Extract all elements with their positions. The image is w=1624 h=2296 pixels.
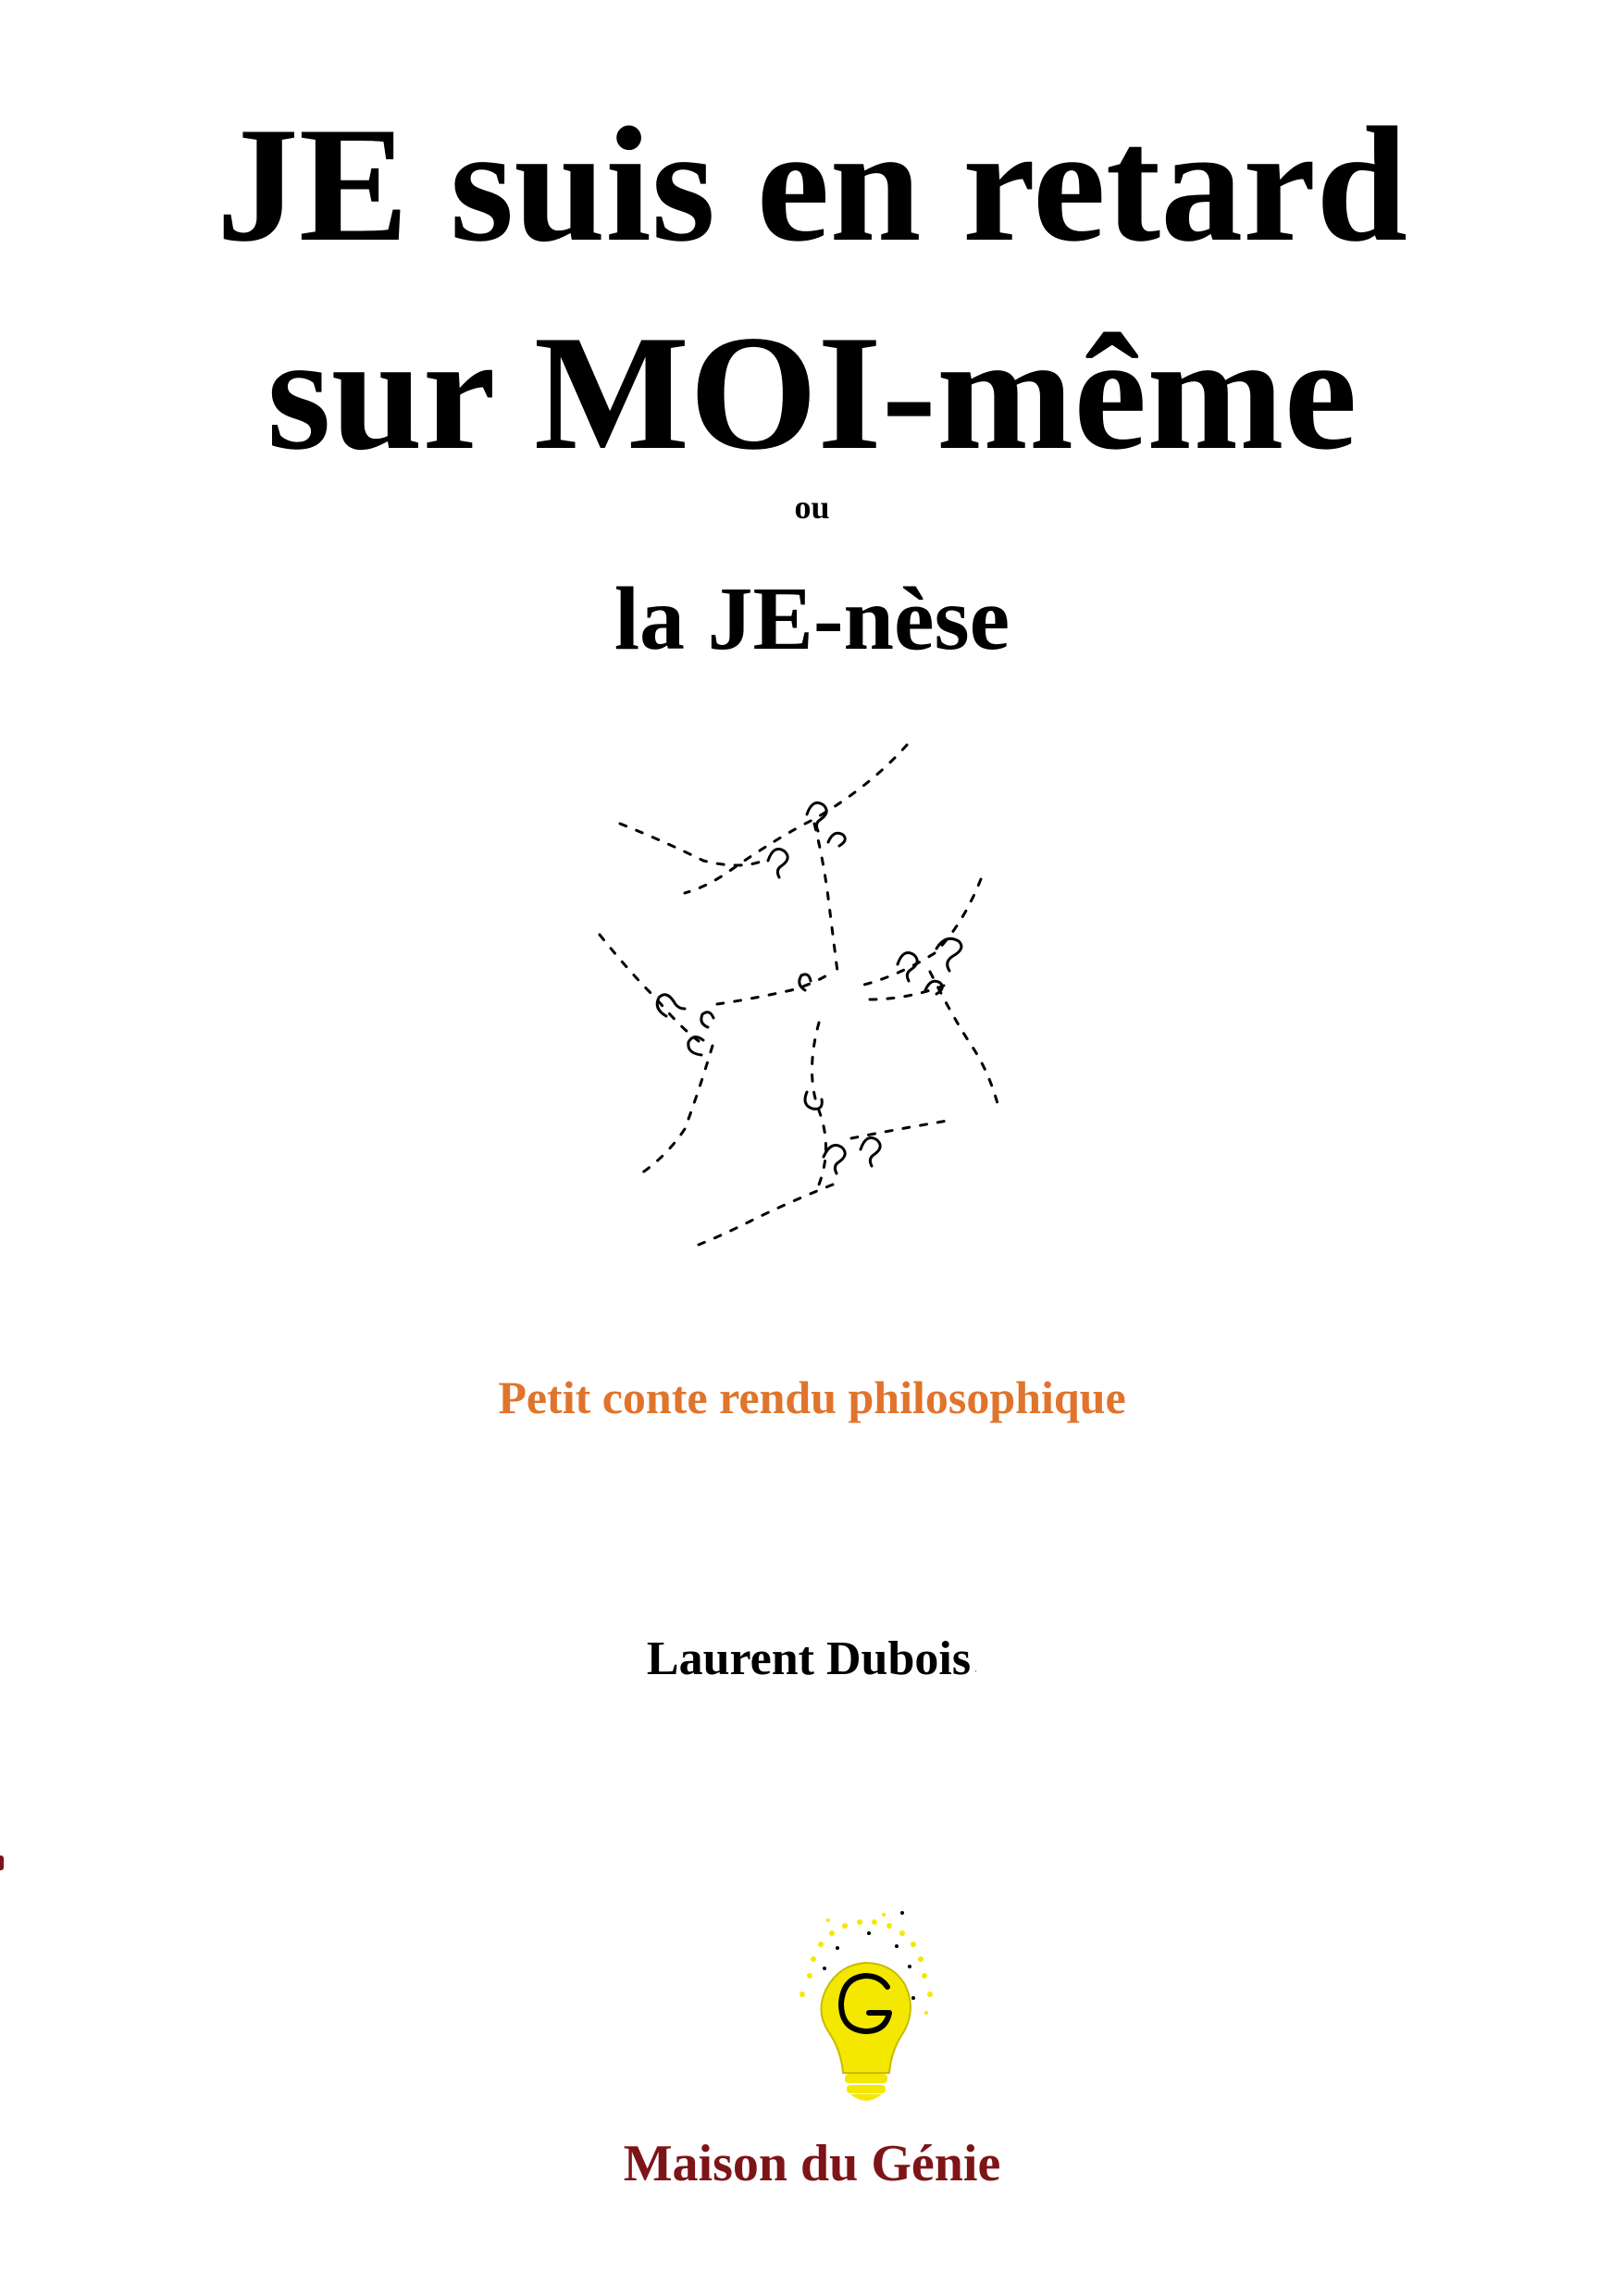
book-title-line-1: JE suis en retard xyxy=(216,93,1408,276)
title-connector: ou xyxy=(794,489,830,526)
publisher-name: Maison du Génie xyxy=(623,2135,1001,2192)
book-title-line-2: sur MOI-même xyxy=(267,301,1357,484)
book-tagline: Petit conte rendu philosophique xyxy=(498,1371,1126,1423)
question-mark-cross-icon xyxy=(592,722,1073,1259)
publisher-logo-icon xyxy=(791,1911,939,2110)
author-mark-icon: · xyxy=(974,1667,978,1676)
edge-mark xyxy=(0,1855,4,1870)
author-name-line xyxy=(0,1632,1624,1685)
author-name: Laurent Dubois xyxy=(646,1632,972,1685)
book-subtitle: la JE-nèse xyxy=(614,569,1010,669)
